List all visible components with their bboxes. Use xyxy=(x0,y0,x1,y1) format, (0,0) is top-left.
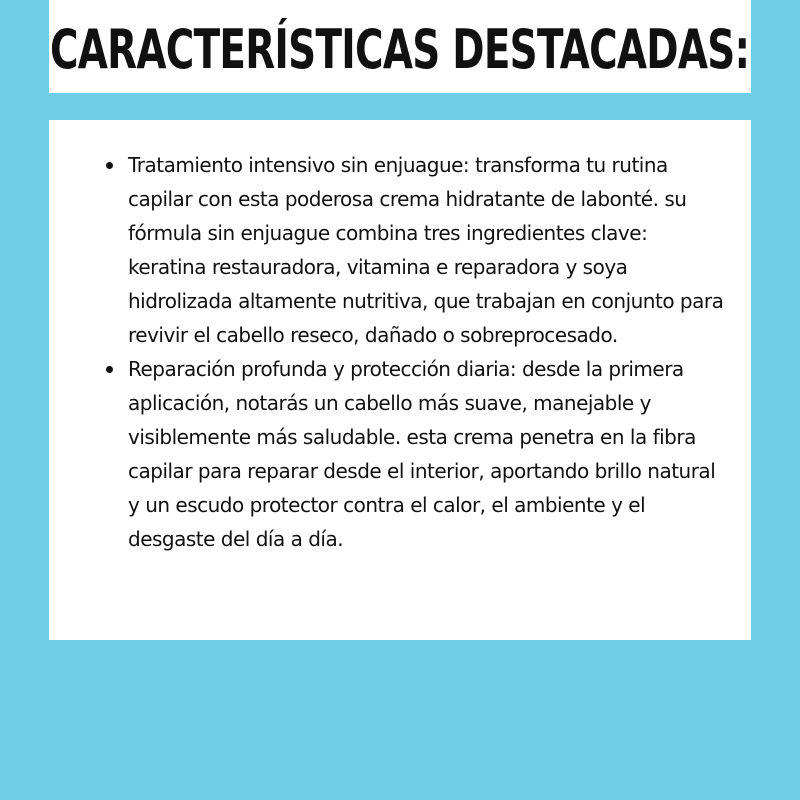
feature-text: Tratamiento intensivo sin enjuague: transforma tu rutina capilar con esta poderosa crema hidratante de labonté. su fórmula sin enjuague combina tres ingredientes clave: keratina restauradora, vitamina e reparadora y soya hidrolizada altamente nutritiva, que trabajan en conjunto para revivir el cabello reseco, dañado o sobreprocesado. xyxy=(128,153,724,347)
bullet-icon xyxy=(106,162,113,169)
page-title: CARACTERÍSTICAS DESTACADAS: xyxy=(50,17,750,81)
title-banner xyxy=(49,0,751,93)
bullet-icon xyxy=(106,366,113,373)
features-list xyxy=(128,148,728,556)
feature-text: Reparación profunda y protección diaria: desde la primera aplicación, notarás un cabello más suave, manejable y visiblemente más saludable. esta crema penetra en la fibra capilar para reparar desde el interior, aportando brillo natural y un escudo protector contra el calor, el ambiente y el desgaste del día a día. xyxy=(128,357,716,551)
feature-item-deep-repair xyxy=(128,352,728,556)
feature-item-leave-in-treatment xyxy=(128,148,728,352)
features-card xyxy=(49,120,751,640)
